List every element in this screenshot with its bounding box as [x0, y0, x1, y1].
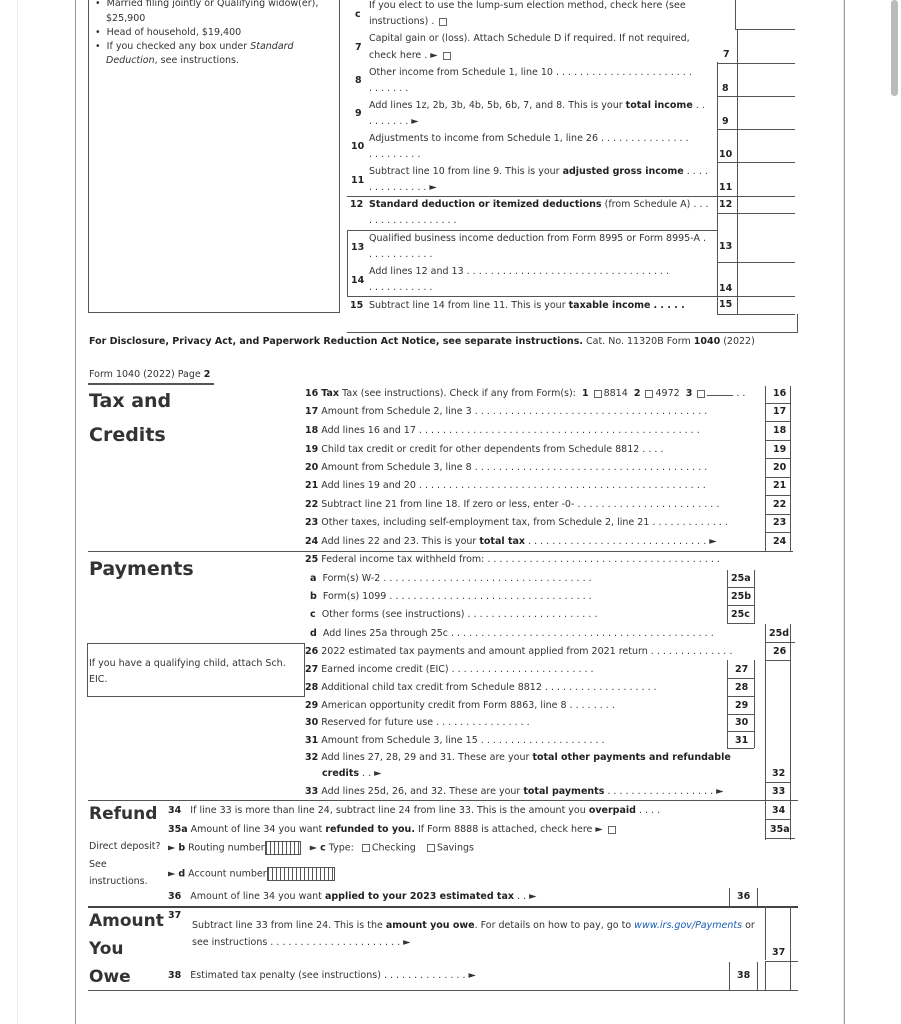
line-24-text: 24 Add lines 22 and 23. This is your total tax . . . . . . . . . . . . . . . . . . . . . . . . . . . . . . ►: [305, 536, 717, 547]
rule-11: [347, 196, 795, 197]
line-20-text: 20 Amount from Schedule 3, line 8 . . . . . . . . . . . . . . . . . . . . . . . . . . . . . . . . . . . . . . .: [305, 462, 708, 473]
rule-17: [765, 421, 790, 422]
savings-checkbox[interactable]: [427, 844, 435, 852]
line-7-box-label: 7: [723, 49, 730, 60]
line-9-dots: . . . . . . . ►: [369, 116, 419, 127]
form-8888-checkbox[interactable]: [608, 826, 616, 834]
col25-left: [727, 570, 728, 624]
line-c-divider: [735, 0, 736, 30]
routing-number-input[interactable]: [265, 841, 301, 855]
line-10-box-label: 10: [719, 149, 733, 160]
line-32-text2: credits . . ►: [322, 768, 382, 779]
line-29-text: 29 American opportunity credit from Form 8863, line 8 . . . . . . . .: [305, 700, 615, 711]
line-17-box-label: 17: [773, 406, 787, 417]
line-9-label: 9: [355, 108, 362, 119]
line-12-text: Standard deduction or itemized deductions (from Schedule A) . . .: [369, 199, 709, 210]
rule-18: [765, 440, 790, 441]
rule-29: [727, 714, 754, 715]
line-14-label: 14: [351, 275, 365, 286]
line-c-label: c: [355, 9, 361, 20]
top-right-col: [737, 30, 738, 315]
line-37-text: Subtract line 33 from line 24. This is the amount you owe. For details on how to pay, go to www.irs.gov/Payments or: [192, 920, 755, 931]
rule-12: [717, 213, 795, 214]
rule-27: [727, 678, 754, 679]
direct-deposit-label: Direct deposit?: [89, 841, 161, 852]
line-21-text: 21 Add lines 19 and 20 . . . . . . . . . . . . . . . . . . . . . . . . . . . . . . . . . . . . . . . . . . . . . . . .: [305, 480, 706, 491]
line-37-box-label: 37: [772, 947, 786, 958]
line-16-text: 16 Tax Tax (see instructions). Check if any from Form(s): 1 8814 2 4972 3 . .: [305, 388, 746, 399]
line-25a-box-label: 25a: [731, 573, 751, 584]
col38-right: [757, 962, 758, 990]
col38-right2: [765, 962, 766, 990]
line-37-text2: see instructions . . . . . . . . . . . . . . . . . . . . . . ►: [192, 937, 411, 948]
col32-right: [790, 660, 791, 800]
line-19-box-label: 19: [773, 444, 787, 455]
col25-right: [754, 570, 755, 624]
line-31-box-label: 31: [735, 735, 749, 746]
line-9-box-label: 9: [722, 116, 729, 127]
capital-gain-checkbox[interactable]: [443, 52, 451, 60]
page2-header: Form 1040 (2022) Page 2: [89, 369, 211, 380]
line-35b-text: ► b Routing number ► c Type: Checking Savings: [168, 842, 474, 854]
line-34-text: 34 If line 33 is more than line 24, subtract line 24 from line 33. This is the amount you overpaid . . . .: [168, 805, 661, 816]
line-10-text: Adjustments to income from Schedule 1, line 26 . . . . . . . . . . . . . . .: [369, 133, 689, 144]
payments-section-rule: [88, 800, 798, 801]
line-c-rule: [735, 29, 795, 30]
line-10-dots: . . . . . . . . .: [369, 149, 421, 160]
rule-25a: [727, 587, 754, 588]
line-21-box-label: 21: [773, 480, 787, 491]
filing-amount-1: $25,900: [106, 13, 146, 24]
rule-21: [765, 495, 790, 496]
lump-sum-checkbox[interactable]: [439, 18, 447, 26]
line-11-text: Subtract line 10 from line 9. This is your adjusted gross income . . . .: [369, 166, 708, 177]
bracket-13-14: [347, 230, 348, 296]
line-14-box-label: 14: [719, 283, 733, 294]
rule-22: [765, 514, 790, 515]
line-25c-text: c Other forms (see instructions) . . . . . . . . . . . . . . . . . . . . . .: [310, 609, 598, 620]
form-other-checkbox[interactable]: [697, 390, 705, 398]
page1-bottom-rule: [347, 332, 798, 333]
line-19-text: 19 Child tax credit or credit for other dependents from Schedule 8812 . . . .: [305, 444, 664, 455]
owe-section-rule: [88, 990, 798, 991]
line-38-text: 38 Estimated tax penalty (see instructions) . . . . . . . . . . . . . . ►: [168, 970, 476, 981]
line-15-box-label: 15: [719, 299, 733, 310]
filing-bullet-2: • Head of household, $19,400: [95, 27, 242, 38]
line-12-dots: . . . . . . . . . . . . . . .: [369, 215, 457, 226]
line-36-box-label: 36: [737, 891, 751, 902]
line-32-box-label: 32: [772, 768, 786, 779]
line-13-dots: . . . . . . . . . . .: [369, 249, 433, 260]
scrollbar-thumb[interactable]: [891, 0, 898, 96]
rule-16: [765, 403, 790, 404]
section-tax-credits-2: Credits: [89, 424, 166, 446]
line-33-box-label: 33: [772, 786, 786, 797]
col27-left: [727, 660, 728, 748]
line-25d-text: d Add lines 25a through 25c . . . . . . . . . . . . . . . . . . . . . . . . . . . . . . . . . . . . . . . . . . . .: [310, 628, 714, 639]
line-35d-text: ► d Account number: [168, 867, 335, 881]
line-17-text: 17 Amount from Schedule 2, line 3 . . . . . . . . . . . . . . . . . . . . . . . . . . . . . . . . . . . . . . .: [305, 406, 708, 417]
filing-bullet-1: • Married filing jointly or Qualifying widow(er),: [95, 0, 319, 9]
line-29-box-label: 29: [735, 700, 749, 711]
col38-left: [729, 962, 730, 990]
col36-right: [757, 888, 758, 906]
line-25a-text: a Form(s) W-2 . . . . . . . . . . . . . . . . . . . . . . . . . . . . . . . . . . .: [310, 573, 592, 584]
rule-25d: [765, 642, 795, 643]
line-11-dots: . . . . . . . . . . ►: [369, 182, 437, 193]
col34-right: [790, 800, 791, 840]
line-18-box-label: 18: [773, 425, 787, 436]
line-30-text: 30 Reserved for future use . . . . . . . . . . . . . . . .: [305, 717, 530, 728]
line-26-box-label: 26: [773, 646, 787, 657]
line-13-box-label: 13: [719, 241, 733, 252]
filing-bullet-3: • If you checked any box under Standard: [95, 41, 294, 52]
form-4972-checkbox[interactable]: [645, 390, 653, 398]
line-38-box-label: 38: [737, 970, 751, 981]
rule-25b: [727, 605, 754, 606]
rule-30: [727, 731, 754, 732]
rule-15: [717, 314, 795, 315]
line-33-text: 33 Add lines 25d, 26, and 32. These are your total payments . . . . . . . . . . . . . . . . . . ►: [305, 786, 724, 797]
rule-37: [765, 961, 798, 962]
col27-right: [754, 660, 755, 748]
line-7-text2: check here . ►: [369, 50, 453, 61]
irs-payments-link[interactable]: www.irs.gov/Payments: [634, 920, 743, 931]
line-11-box-label: 11: [719, 182, 733, 193]
rule-35a: [765, 838, 795, 839]
rule-20: [765, 477, 790, 478]
rule-8: [717, 96, 795, 97]
section-owe-1: Amount: [89, 911, 164, 931]
line-7-label: 7: [355, 42, 362, 53]
col36-left: [729, 888, 730, 906]
line-22-text: 22 Subtract line 21 from line 18. If zero or less, enter -0- . . . . . . . . . . . . . . . . . . . . . . . .: [305, 499, 720, 510]
line-36-text: 36 Amount of line 34 you want applied to your 2023 estimated tax . . ►: [168, 891, 537, 902]
col34-left: [765, 800, 766, 840]
line-25c-box-label: 25c: [731, 609, 750, 620]
line-25b-box-label: 25b: [731, 591, 752, 602]
rule-28: [727, 696, 754, 697]
account-number-input[interactable]: [267, 867, 335, 881]
line-35a-box-label: 35a: [770, 824, 790, 835]
line-18-text: 18 Add lines 16 and 17 . . . . . . . . . . . . . . . . . . . . . . . . . . . . . . . . . . . . . . . . . . . . . . .: [305, 425, 700, 436]
line-15-text: Subtract line 14 from line 11. This is your taxable income . . . . .: [369, 300, 685, 311]
line-14-text: Add lines 12 and 13 . . . . . . . . . . . . . . . . . . . . . . . . . . . . . . . . . .: [369, 266, 669, 277]
col16-right: [790, 386, 791, 552]
line-10-label: 10: [351, 141, 365, 152]
line-8-label: 8: [355, 75, 362, 86]
line-25-text: 25 Federal income tax withheld from: . . . . . . . . . . . . . . . . . . . . . . . . . . . . . . . . . . . . . . .: [305, 554, 720, 565]
section-owe-2: You: [89, 939, 124, 959]
section-refund: Refund: [89, 804, 158, 824]
line-8-dots: . . . . . . .: [369, 83, 409, 94]
col37-left: [765, 906, 766, 960]
line-26-text: 26 2022 estimated tax payments and amount applied from 2021 return . . . . . . . . . . . . . .: [305, 646, 733, 657]
checking-checkbox[interactable]: [362, 844, 370, 852]
col37-right: [790, 906, 791, 990]
line-13-text: Qualified business income deduction from Form 8995 or Form 8995-A .: [369, 233, 706, 244]
line-25b-text: b Form(s) 1099 . . . . . . . . . . . . . . . . . . . . . . . . . . . . . . . . . .: [310, 591, 592, 602]
see-instructions-label: See instructions.: [89, 859, 148, 887]
rule-34: [765, 819, 790, 820]
line-22-box-label: 22: [773, 499, 787, 510]
rule-10: [717, 162, 795, 163]
line-12-label: 12: [350, 199, 364, 210]
filing-bullet-3b: Deduction, see instructions.: [106, 55, 239, 66]
line-8-box-label: 8: [722, 83, 729, 94]
line-28-box-label: 28: [735, 682, 749, 693]
rule-7: [717, 63, 795, 64]
page1-corner: [797, 314, 798, 333]
line-27-box-label: 27: [735, 664, 749, 675]
line-37-label: 37: [168, 910, 182, 921]
line-16-box-label: 16: [773, 388, 787, 399]
line-c-text2: instructions) .: [369, 16, 449, 27]
section-tax-credits-1: Tax and: [89, 390, 172, 412]
line-9-text: Add lines 1z, 2b, 3b, 4b, 5b, 6b, 7, and 8. This is your total income . .: [369, 100, 705, 111]
section-owe-3: Owe: [89, 967, 131, 987]
rule-13: [717, 262, 795, 263]
form-8814-checkbox[interactable]: [594, 390, 602, 398]
line-35a-text: 35a Amount of line 34 you want refunded to you. If Form 8888 is attached, check here ►: [168, 824, 618, 835]
line-23-box-label: 23: [773, 517, 787, 528]
line-27-text: 27 Earned income credit (EIC) . . . . . . . . . . . . . . . . . . . . . . . .: [305, 664, 594, 675]
eic-note: If you have a qualifying child, attach Sch. EIC.: [89, 658, 286, 685]
rule-14: [347, 296, 795, 297]
rule-9: [717, 129, 795, 130]
rule-23: [765, 532, 790, 533]
line-8-text: Other income from Schedule 1, line 10 . . . . . . . . . . . . . . . . . . . . . . .: [369, 67, 692, 78]
rule-19: [765, 458, 790, 459]
line-20-box-label: 20: [773, 462, 787, 473]
rule-26: [765, 660, 790, 661]
rule-32: [765, 782, 790, 783]
line-25d-box-label: 25d: [769, 628, 790, 639]
line-15-label: 15: [350, 300, 364, 311]
disclosure-footer: For Disclosure, Privacy Act, and Paperwork Reduction Act Notice, see separate instructions. Cat. No. 11320B Form 1040 (2022): [89, 336, 755, 347]
line-c-text: If you elect to use the lump-sum election method, check here (see: [369, 0, 686, 11]
top-left-col: [717, 62, 718, 315]
line-13-label: 13: [351, 242, 365, 253]
line-23-text: 23 Other taxes, including self-employment tax, from Schedule 2, line 21 . . . . . . . . . . . . .: [305, 517, 728, 528]
line-11-label: 11: [351, 175, 365, 186]
rule-25c: [727, 623, 754, 624]
line-30-box-label: 30: [735, 717, 749, 728]
rule-31: [727, 748, 754, 749]
line-24-box-label: 24: [773, 536, 787, 547]
form-other-input[interactable]: [707, 395, 733, 396]
line-12-box-label: 12: [719, 199, 733, 210]
line-28-text: 28 Additional child tax credit from Schedule 8812 . . . . . . . . . . . . . . . . . . .: [305, 682, 657, 693]
line-7-text: Capital gain or (loss). Attach Schedule D if required. If not required,: [369, 33, 690, 44]
tax-section-rule: [88, 551, 793, 552]
line-32-text: 32 Add lines 27, 28, 29 and 31. These are your total other payments and refundable: [305, 752, 731, 763]
line-34-box-label: 34: [772, 805, 786, 816]
bracket-top: [347, 230, 717, 231]
col32-left: [765, 660, 766, 800]
page2-header-rule: [88, 383, 214, 385]
line-31-text: 31 Amount from Schedule 3, line 15 . . . . . . . . . . . . . . . . . . . . .: [305, 735, 605, 746]
refund-section-rule: [88, 906, 798, 908]
line-14-dots: . . . . . . . . . . .: [369, 282, 433, 293]
col16-left: [765, 386, 766, 552]
section-payments: Payments: [89, 558, 194, 580]
